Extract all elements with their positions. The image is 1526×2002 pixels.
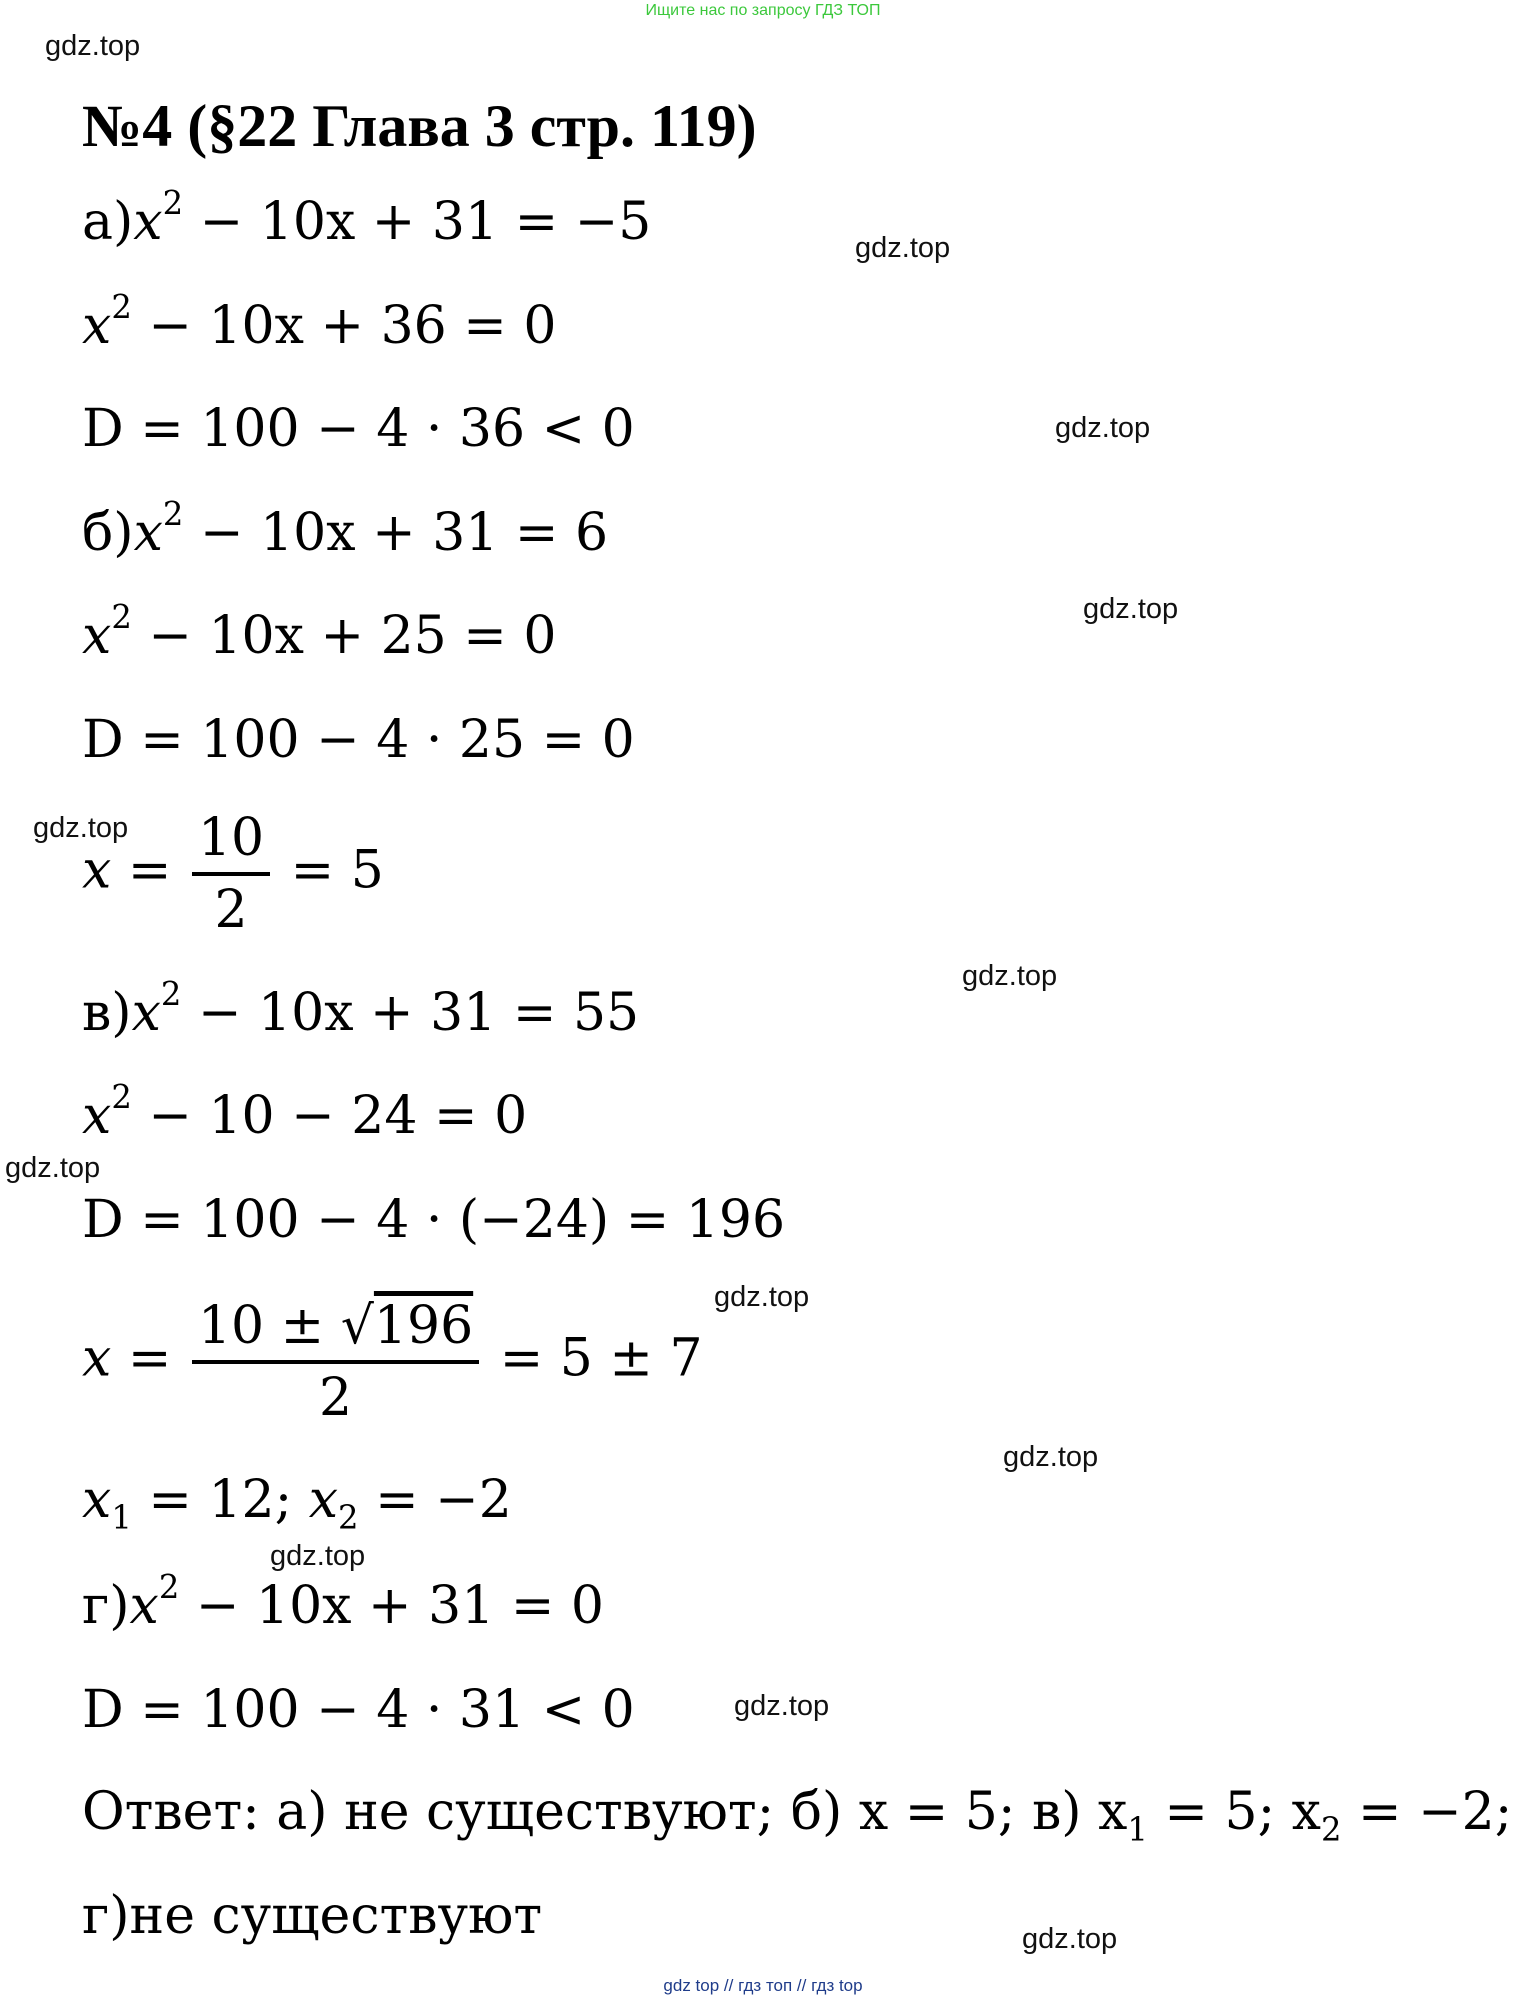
equation-text: − 10x + 31 = 55 xyxy=(197,983,640,1043)
discriminant-g: D = 100 − 4 · 31 < 0 xyxy=(82,1680,635,1740)
equation-g1: $г)x^2 - 10x + 31 = 0$ xyxy=(82,1567,605,1636)
discriminant-a: D = 100 − 4 · 36 < 0 xyxy=(82,399,635,459)
watermark: gdz.top xyxy=(270,1540,366,1572)
equation-text: − 10x + 36 = 0 xyxy=(148,296,557,356)
equation-v1: $в)x^2 - 10x + 31 = 55$ xyxy=(82,974,640,1043)
equation-text: − 10x + 31 = 0 xyxy=(195,1576,605,1636)
discriminant-v: D = 100 − 4 · (−24) = 196 xyxy=(82,1190,786,1250)
watermark: gdz.top xyxy=(855,232,951,264)
watermark: gdz.top xyxy=(33,812,129,844)
roots-v: $x_1 = 12$; $x_2 = -2$ xyxy=(82,1470,512,1537)
roots-formula-v: x = $\frac{10 \pm √196}{2}$ = 5 ± 7 xyxy=(82,1296,703,1428)
part-label-v: в) xyxy=(82,983,132,1043)
watermark: gdz.top xyxy=(1003,1441,1099,1473)
root-b: x = $\frac{10}{2}$ = 5 xyxy=(82,808,384,940)
watermark: gdz.top xyxy=(45,30,141,62)
page-title: №4 (§22 Глава 3 стр. 119) xyxy=(82,93,757,159)
numerator: 10 xyxy=(192,808,270,876)
result: = 5 xyxy=(290,840,384,901)
part-label-b: б) xyxy=(82,503,134,563)
watermark: gdz.top xyxy=(1022,1923,1118,1955)
watermark: gdz.top xyxy=(734,1690,830,1722)
fraction xyxy=(192,808,270,940)
equation-text: − 10x + 25 = 0 xyxy=(148,606,557,666)
watermark: gdz.top xyxy=(1055,412,1151,444)
answer-line-1: Ответ: а) не существуют; б) x = 5; в) $x_1 = 5$; $x_2 = -2$; xyxy=(82,1782,1513,1849)
equation-text: − 10x + 31 = −5 xyxy=(199,192,652,252)
denominator: 2 xyxy=(214,880,248,940)
watermark: gdz.top xyxy=(5,1152,101,1184)
answer-line-2: г)не существуют xyxy=(82,1886,543,1946)
watermark: gdz.top xyxy=(962,960,1058,992)
part-label-g: г) xyxy=(82,1576,130,1636)
equation-text: − 10 − 24 = 0 xyxy=(148,1086,528,1146)
watermark: gdz.top xyxy=(714,1281,810,1313)
footer-links: gdz top // гдз топ // гдз top xyxy=(663,1976,863,1995)
part-label-a: а) xyxy=(82,192,134,252)
sqrt-radicand: 196 xyxy=(373,1296,474,1356)
numerator: 10 ± √196 xyxy=(192,1296,479,1364)
watermark: gdz.top xyxy=(1083,593,1179,625)
equation-a1: $а)x^2 - 10x + 31 = -5$ xyxy=(82,183,652,252)
equation-b1: $б)x^2 - 10x + 31 = 6$ xyxy=(82,494,609,563)
equation-a2: $x^2 - 10x + 36 = 0$ xyxy=(82,287,557,356)
equation-v2: $x^2 - 10 - 24 = 0$ xyxy=(82,1077,528,1146)
discriminant-b: D = 100 − 4 · 25 = 0 xyxy=(82,710,635,770)
fraction xyxy=(192,1296,479,1428)
equation-text: − 10x + 31 = 6 xyxy=(199,503,609,563)
equation-b2: $x^2 - 10x + 25 = 0$ xyxy=(82,597,557,666)
denominator: 2 xyxy=(319,1368,353,1428)
result: = 5 ± 7 xyxy=(499,1328,703,1389)
top-banner: Ищите нас по запросу ГДЗ ТОП xyxy=(645,2,881,19)
